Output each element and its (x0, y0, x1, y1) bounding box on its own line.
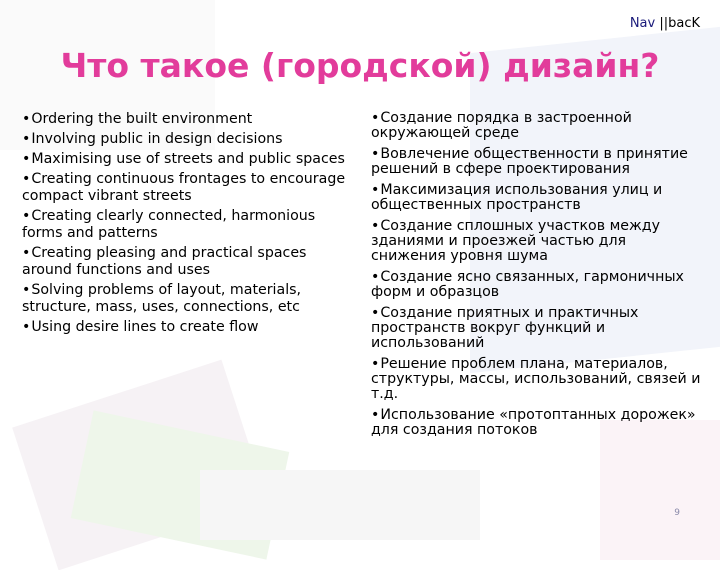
bullet-item: • Creating continuous frontages to encourage compact vibrant streets (22, 171, 352, 205)
english-bullet-list (22, 111, 352, 339)
bullet-item: • Involving public in design decisions (22, 131, 352, 148)
bullet-item: • Использование «протоптанных дорожек» для создания потоков (371, 408, 703, 438)
nav-link[interactable]: Nav (629, 16, 656, 31)
bullet-item: • Using desire lines to create flow (22, 319, 352, 336)
decor-shape (200, 470, 480, 540)
bullet-item: • Максимизация использования улиц и общественных пространств (371, 183, 703, 213)
bullet-item: • Creating pleasing and practical spaces around functions and uses (22, 245, 352, 279)
slide-nav (630, 16, 700, 31)
slide-title: Что такое (городской) дизайн? (60, 46, 660, 85)
back-link[interactable]: bacK (668, 16, 700, 31)
bullet-item: • Вовлечение общественности в принятие решений в сфере проектирования (371, 147, 703, 177)
bullet-item: • Создание ясно связанных, гармоничных форм и образцов (371, 270, 703, 300)
page-number: 9 (674, 508, 680, 518)
bullet-item: • Creating clearly connected, harmonious forms and patterns (22, 208, 352, 242)
bullet-item: • Создание приятных и практичных пространств вокруг функций и использований (371, 306, 703, 351)
bullet-item: • Создание сплошных участков между зданиями и проезжей частью для снижения уровня шума (371, 219, 703, 264)
russian-bullet-list (371, 111, 703, 444)
bullet-item: • Ordering the built environment (22, 111, 352, 128)
nav-separator: || (659, 16, 669, 31)
bullet-item: • Решение проблем плана, материалов, структуры, массы, использований, связей и т.д. (371, 357, 703, 402)
bullet-item: • Maximising use of streets and public spaces (22, 151, 352, 168)
bullet-item: • Solving problems of layout, materials, structure, mass, uses, connections, etc (22, 282, 352, 316)
bullet-item: • Создание порядка в застроенной окружающей среде (371, 111, 703, 141)
